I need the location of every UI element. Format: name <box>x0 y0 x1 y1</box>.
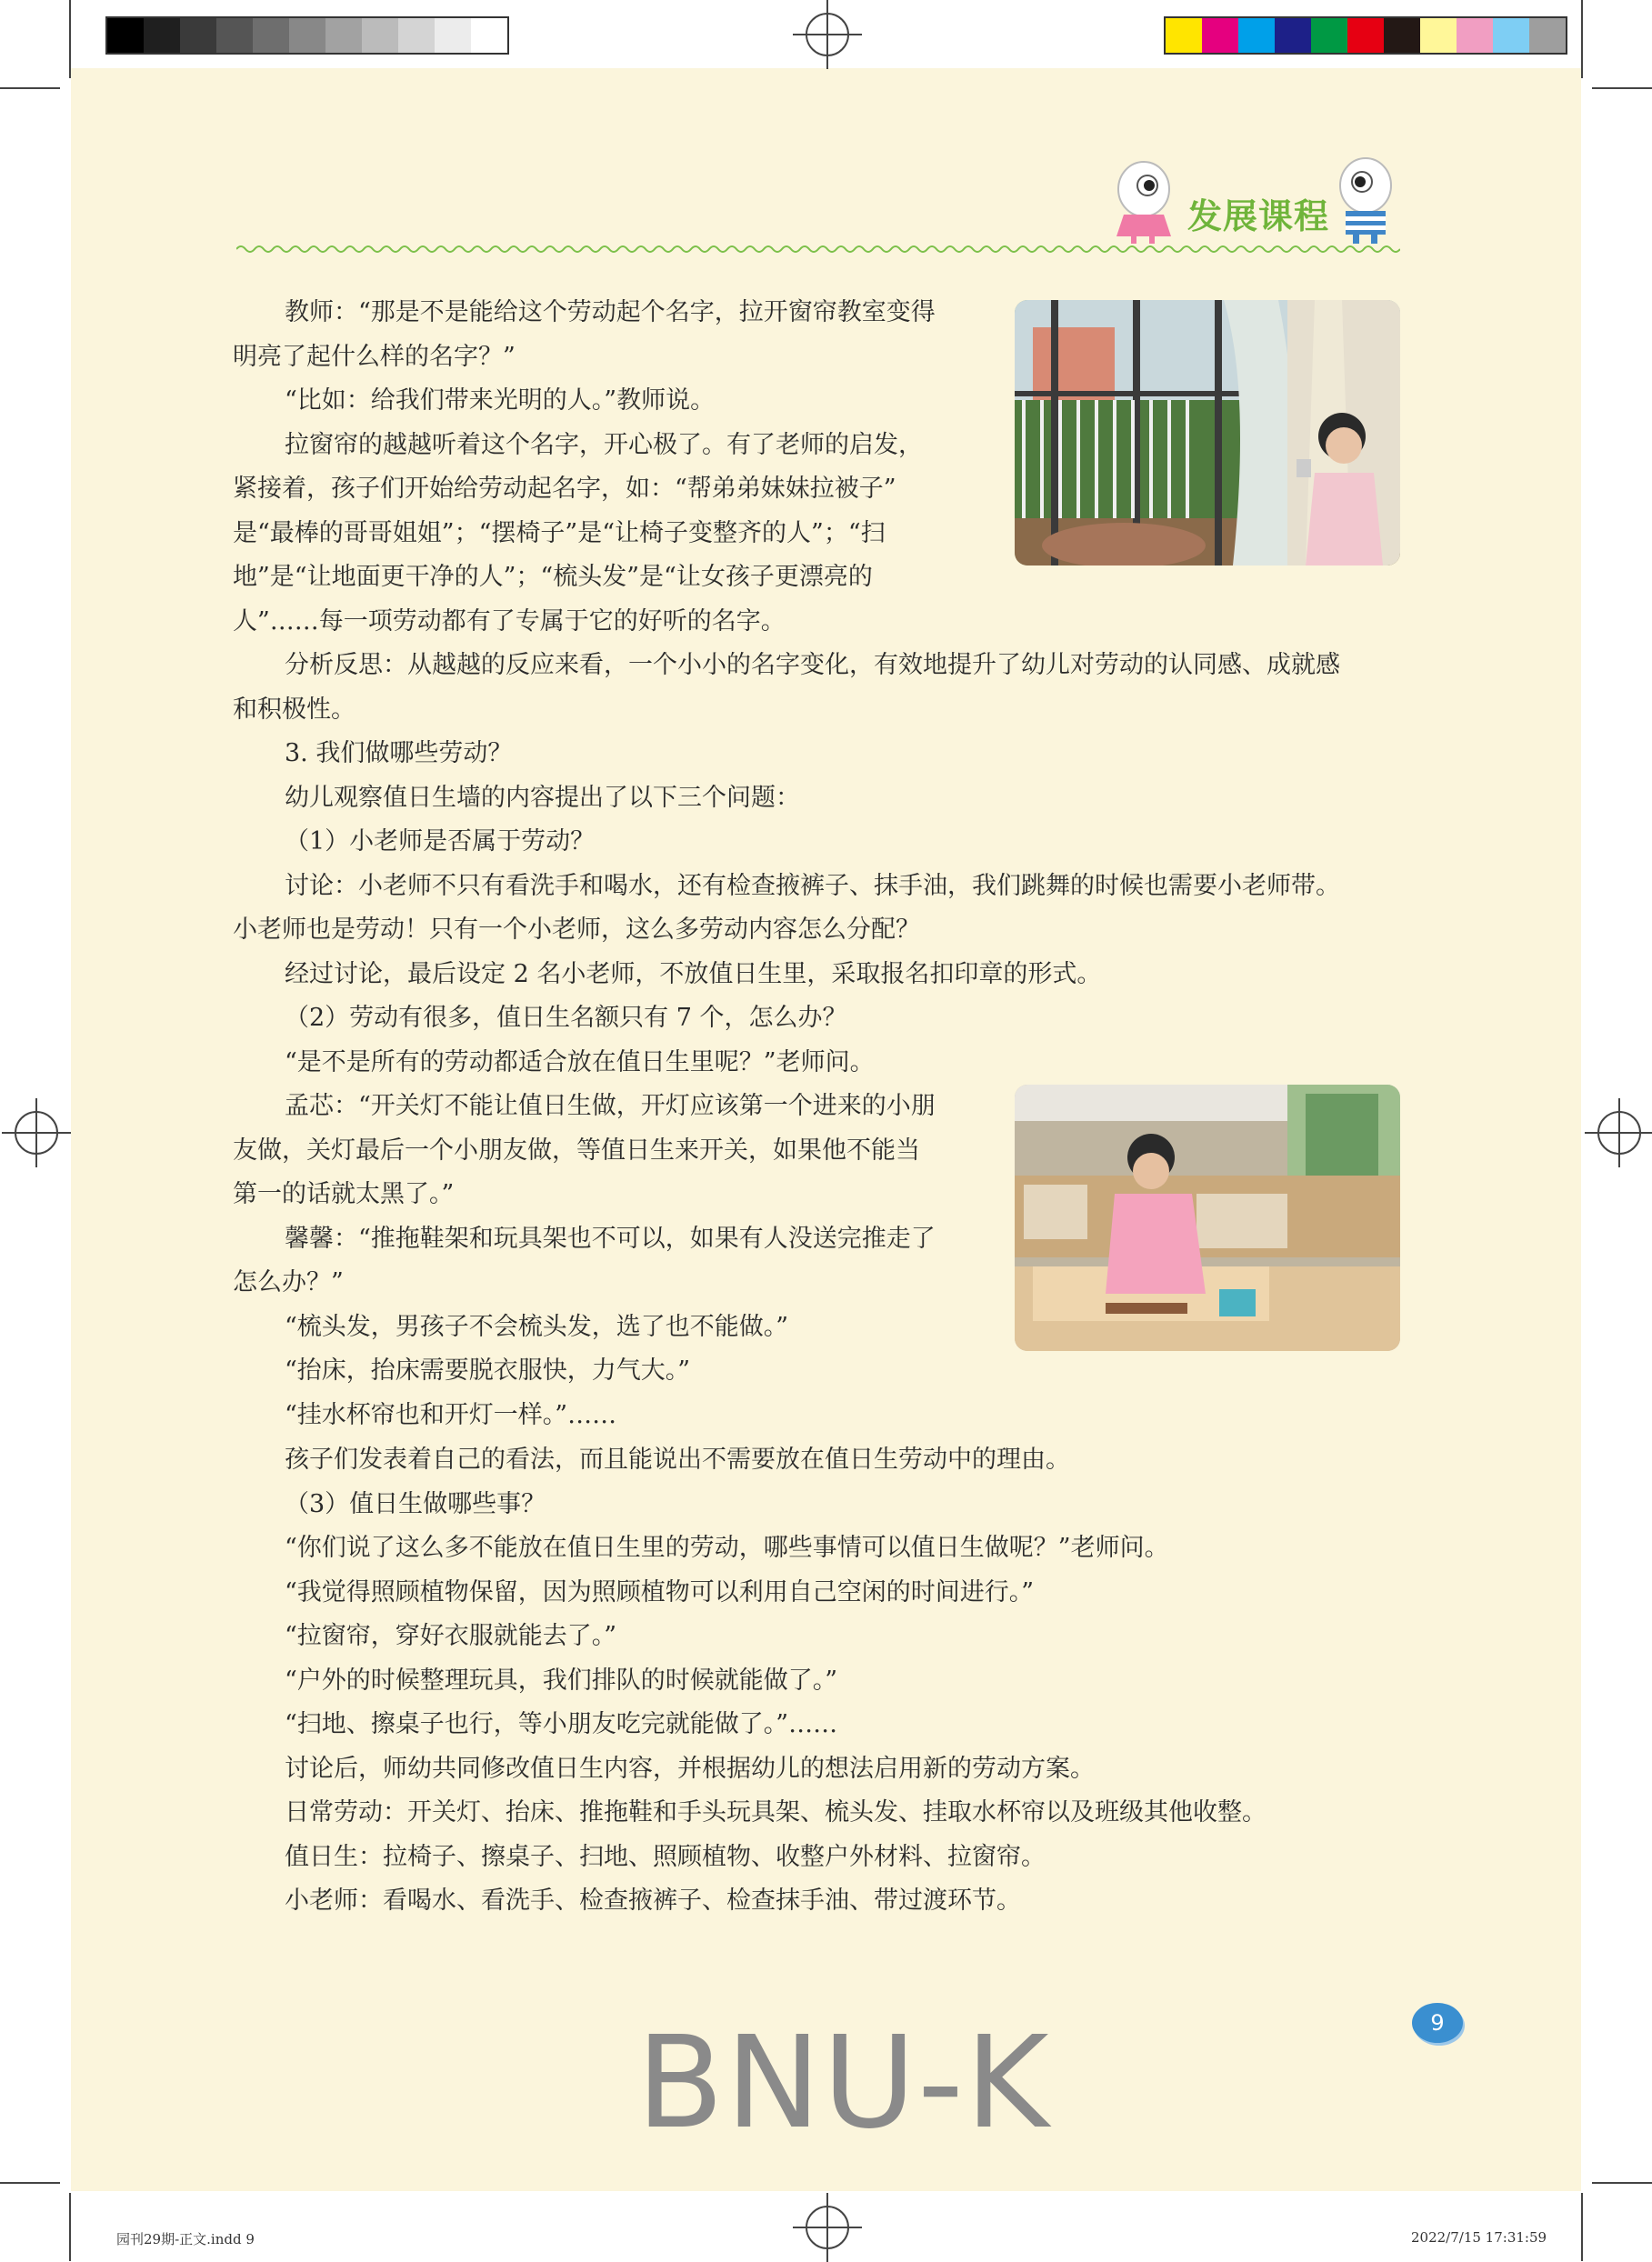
paragraph-line: 地”是“让地面更干净的人”；“梳头发”是“让女孩子更漂亮的 <box>233 563 873 591</box>
paragraph-line: “我觉得照顾植物保留，因为照顾植物可以利用自己空闲的时间进行。” <box>285 1577 1035 1606</box>
color-swatch <box>362 18 398 53</box>
paragraph-line: 友做，关灯最后一个小朋友做，等值日生来开关，如果他不能当 <box>233 1136 920 1165</box>
paragraph-line: 明亮了起什么样的名字？” <box>233 342 516 371</box>
paragraph-line: “你们说了这么多不能放在值日生里的劳动，哪些事情可以值日生做呢？”老师问。 <box>285 1534 1169 1562</box>
girl-mascot-icon <box>1107 155 1180 245</box>
page-number: 9 <box>1412 2003 1463 2043</box>
paragraph-line: 小老师：看喝水、看洗手、检查掖裤子、检查抹手油、带过渡环节。 <box>285 1887 1021 1915</box>
paragraph-line: 拉窗帘的越越听着这个名字，开心极了。有了老师的启发， <box>285 430 923 459</box>
photo-girl-at-window <box>1015 300 1400 566</box>
color-swatch <box>435 18 471 53</box>
paragraph-line: 幼儿观察值日生墙的内容提出了以下三个问题： <box>285 783 800 812</box>
paragraph-line: 怎么办？” <box>233 1268 344 1296</box>
crop-mark <box>1581 0 1583 78</box>
color-swatch <box>1493 18 1529 53</box>
color-swatch <box>144 18 180 53</box>
paragraph-line: “挂水杯帘也和开灯一样。”…… <box>285 1400 617 1429</box>
paragraph-line: 3. 我们做哪些劳动？ <box>285 739 513 767</box>
color-swatch <box>1457 18 1493 53</box>
registration-mark <box>1597 1111 1641 1155</box>
crop-mark <box>69 0 71 78</box>
color-swatch <box>1166 18 1202 53</box>
paragraph-line: 孩子们发表着自己的看法，而且能说出不需要放在值日生劳动中的理由。 <box>285 1446 1070 1474</box>
paragraph-line: “扫地、擦桌子也行，等小朋友吃完就能做了。”…… <box>285 1710 838 1738</box>
section-title: 发展课程 <box>1187 196 1330 236</box>
paragraph-line: 是“最棒的哥哥姐姐”；“摆椅子”是“让椅子变整齐的人”；“扫 <box>233 518 886 547</box>
crop-mark <box>1592 87 1652 89</box>
paragraph-line: 第一的话就太黑了。” <box>233 1180 455 1208</box>
paragraph-line: 讨论后，师幼共同修改值日生内容，并根据幼儿的想法启用新的劳动方案。 <box>285 1754 1095 1783</box>
process-color-bar <box>1164 16 1567 55</box>
paragraph-line: 孟芯：“开关灯不能让值日生做，开灯应该第一个进来的小朋 <box>285 1092 936 1120</box>
text-block-discussion <box>233 1085 978 1437</box>
registration-mark <box>15 1111 58 1155</box>
paragraph-line: “拉窗帘，穿好衣服就能去了。” <box>285 1622 617 1650</box>
registration-mark <box>806 2206 849 2249</box>
color-swatch <box>1275 18 1311 53</box>
color-swatch <box>398 18 435 53</box>
paragraph-line: 经过讨论，最后设定 2 名小老师，不放值日生里，采取报名扣印章的形式。 <box>285 959 1102 988</box>
text-block-top <box>233 291 978 644</box>
color-swatch <box>1311 18 1347 53</box>
crop-mark <box>1592 2182 1652 2184</box>
registration-mark <box>806 13 849 56</box>
color-swatch <box>1529 18 1566 53</box>
paragraph-line: “比如：给我们带来光明的人。”教师说。 <box>285 386 716 415</box>
color-swatch <box>253 18 289 53</box>
crop-mark <box>0 87 60 89</box>
paragraph-line: 教师：“那是不是能给这个劳动起个名字，拉开窗帘教室变得 <box>285 298 936 326</box>
color-swatch <box>216 18 253 53</box>
text-block-bottom <box>233 1438 1406 1924</box>
paragraph-line: 馨馨：“推拖鞋架和玩具架也不可以，如果有人没送完推走了 <box>285 1224 936 1253</box>
color-swatch <box>325 18 362 53</box>
color-swatch <box>1384 18 1420 53</box>
text-block-middle <box>233 644 1406 1085</box>
color-swatch <box>471 18 507 53</box>
paragraph-line: （2）劳动有很多，值日生名额只有 7 个，怎么办？ <box>285 1004 847 1032</box>
paragraph-line: 值日生：拉椅子、擦桌子、扫地、照顾植物、收整户外材料、拉窗帘。 <box>285 1842 1046 1871</box>
grayscale-color-bar <box>105 16 509 55</box>
paragraph-line: 日常劳动：开关灯、抬床、推拖鞋和手头玩具架、梳头发、挂取水杯帘以及班级其他收整。 <box>285 1798 1267 1827</box>
paragraph-line: 人”……每一项劳动都有了专属于它的好听的名字。 <box>233 606 786 636</box>
watermark-logo: BNU-K <box>636 2009 1051 2157</box>
color-swatch <box>180 18 216 53</box>
crop-mark <box>1581 2193 1583 2261</box>
color-swatch <box>107 18 144 53</box>
paragraph-line: “户外的时候整理玩具，我们排队的时候就能做了。” <box>285 1666 838 1695</box>
paragraph-line: “梳头发，男孩子不会梳头发，选了也不能做。” <box>285 1312 789 1341</box>
color-swatch <box>289 18 325 53</box>
paragraph-line: （3）值日生做哪些事？ <box>285 1489 546 1518</box>
paragraph-line: 紧接着，孩子们开始给劳动起名字，如：“帮弟弟妹妹拉被子” <box>233 475 896 503</box>
file-slug: 园刊29期-正文.indd 9 <box>116 2231 255 2247</box>
color-swatch <box>1420 18 1457 53</box>
paragraph-line: 和积极性。 <box>233 695 355 724</box>
paragraph-line: （1）小老师是否属于劳动？ <box>285 827 596 856</box>
paragraph-line: “是不是所有的劳动都适合放在值日生里呢？”老师问。 <box>285 1047 875 1076</box>
color-swatch <box>1202 18 1238 53</box>
paragraph-line: “抬床，抬床需要脱衣服快，力气大。” <box>285 1356 691 1385</box>
timestamp-slug: 2022/7/15 17:31:59 <box>1411 2229 1547 2246</box>
paragraph-line: 分析反思：从越越的反应来看，一个小小的名字变化，有效地提升了幼儿对劳动的认同感、成就感 <box>285 651 1340 679</box>
crop-mark <box>0 2182 60 2184</box>
boy-mascot-icon <box>1329 151 1402 245</box>
crop-mark <box>69 2193 71 2261</box>
photo-girl-in-classroom <box>1015 1085 1400 1351</box>
paragraph-line: 讨论：小老师不只有看洗手和喝水，还有检查掖裤子、抹手油，我们跳舞的时候也需要小老师带。 <box>285 871 1340 900</box>
header-divider <box>236 244 1400 255</box>
color-swatch <box>1238 18 1275 53</box>
paragraph-line: 小老师也是劳动！只有一个小老师，这么多劳动内容怎么分配？ <box>233 916 920 944</box>
color-swatch <box>1347 18 1384 53</box>
